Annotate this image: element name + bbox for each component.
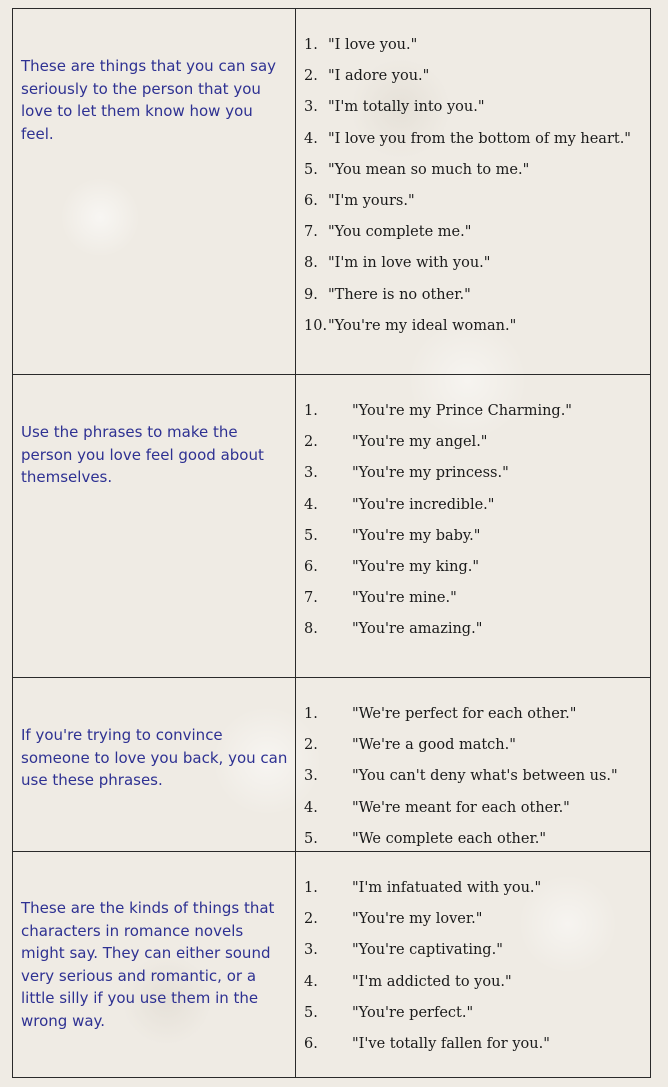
item-number: 3.: [304, 942, 318, 959]
phrase-list: [296, 678, 650, 851]
item-number: 2.: [304, 68, 318, 85]
item-text: "We complete each other.": [352, 830, 547, 847]
list-item: [304, 35, 650, 66]
list-item: [304, 619, 650, 650]
list-item: [304, 1003, 650, 1034]
list-item: [304, 401, 650, 432]
table-row: [13, 375, 650, 678]
list-item: [304, 588, 650, 619]
item-text: "I'm yours.": [328, 192, 415, 209]
item-text: "You're captivating.": [352, 942, 503, 959]
item-number: 5.: [304, 527, 318, 544]
list-item: [304, 97, 650, 128]
item-text: "I'm in love with you.": [328, 255, 491, 272]
item-text: "You're my lover.": [352, 911, 483, 928]
item-number: 6.: [304, 558, 318, 575]
item-number: 6.: [304, 192, 318, 209]
table-row: [13, 852, 650, 1077]
table-row: [13, 9, 650, 375]
item-number: 3.: [304, 465, 318, 482]
item-text: "I'm addicted to you.": [352, 973, 512, 990]
item-number: 8.: [304, 621, 318, 638]
item-text: "There is no other.": [328, 286, 471, 303]
list-item: [304, 191, 650, 222]
list-item: [304, 463, 650, 494]
list-item: [304, 972, 650, 1003]
item-text: "You're my ideal woman.": [328, 317, 517, 334]
item-text: "I love you.": [328, 37, 418, 53]
item-text: "You mean so much to me.": [328, 161, 530, 178]
item-text: "You're my angel.": [352, 434, 488, 451]
item-text: "We're meant for each other.": [352, 799, 570, 816]
item-number: 3.: [304, 99, 318, 116]
item-number: 5.: [304, 161, 318, 178]
item-number: 1.: [304, 880, 318, 896]
list-item: [304, 222, 650, 253]
item-text: "We're perfect for each other.": [352, 706, 577, 722]
item-number: 1.: [304, 403, 318, 419]
item-number: 10.: [304, 317, 328, 334]
list-item: [304, 735, 650, 766]
item-text: "You're mine.": [352, 590, 457, 607]
list-item: [304, 766, 650, 797]
list-item: [304, 160, 650, 191]
item-number: 7.: [304, 590, 318, 607]
item-text: "I'm infatuated with you.": [352, 880, 542, 896]
item-text: "You complete me.": [328, 224, 472, 241]
item-number: 4.: [304, 130, 318, 147]
phrase-list: [296, 9, 650, 374]
item-number: 6.: [304, 1035, 318, 1052]
item-number: 4.: [304, 973, 318, 990]
list-item: [304, 526, 650, 557]
item-text: "You're amazing.": [352, 621, 483, 638]
item-text: "You're my king.": [352, 558, 480, 575]
item-number: 9.: [304, 286, 318, 303]
list-item: [304, 1034, 650, 1065]
list-item: [304, 557, 650, 588]
list-item: [304, 909, 650, 940]
list-item: [304, 878, 650, 909]
item-number: 4.: [304, 799, 318, 816]
list-item: [304, 66, 650, 97]
row-description: Use the phrases to make the person you love feel good about themselves.: [13, 375, 296, 677]
item-text: "You can't deny what's between us.": [352, 768, 618, 785]
item-text: "You're my princess.": [352, 465, 509, 482]
item-number: 4.: [304, 496, 318, 513]
item-number: 1.: [304, 37, 318, 53]
table-row: [13, 678, 650, 852]
list-item: [304, 129, 650, 160]
item-number: 1.: [304, 706, 318, 722]
item-number: 2.: [304, 737, 318, 754]
item-text: "You're my baby.": [352, 527, 481, 544]
item-text: "We're a good match.": [352, 737, 516, 754]
list-item: [304, 704, 650, 735]
list-item: [304, 940, 650, 971]
item-text: "I adore you.": [328, 68, 430, 85]
phrase-table: [12, 8, 651, 1078]
item-number: 2.: [304, 434, 318, 451]
item-text: "I'm totally into you.": [328, 99, 485, 116]
list-item: [304, 798, 650, 829]
row-description: These are things that you can say seriously to the person that you love to let them know how you feel.: [13, 9, 296, 374]
item-number: 3.: [304, 768, 318, 785]
row-description: If you're trying to convince someone to love you back, you can use these phrases.: [13, 678, 296, 851]
item-number: 8.: [304, 255, 318, 272]
list-item: [304, 316, 650, 347]
phrase-list: [296, 852, 650, 1077]
item-number: 7.: [304, 224, 318, 241]
list-item: [304, 253, 650, 284]
phrase-list: [296, 375, 650, 677]
item-number: 2.: [304, 911, 318, 928]
list-item: [304, 432, 650, 463]
item-number: 5.: [304, 1004, 318, 1021]
item-text: "I've totally fallen for you.": [352, 1035, 550, 1052]
list-item: [304, 495, 650, 526]
item-text: "I love you from the bottom of my heart.": [328, 130, 631, 147]
item-number: 5.: [304, 830, 318, 847]
row-description: These are the kinds of things that characters in romance novels might say. They can either sound very serious and romantic, or a little silly if you use them in the wrong way.: [13, 852, 296, 1077]
list-item: [304, 285, 650, 316]
item-text: "You're my Prince Charming.": [352, 403, 572, 419]
item-text: "You're perfect.": [352, 1004, 474, 1021]
item-text: "You're incredible.": [352, 496, 495, 513]
